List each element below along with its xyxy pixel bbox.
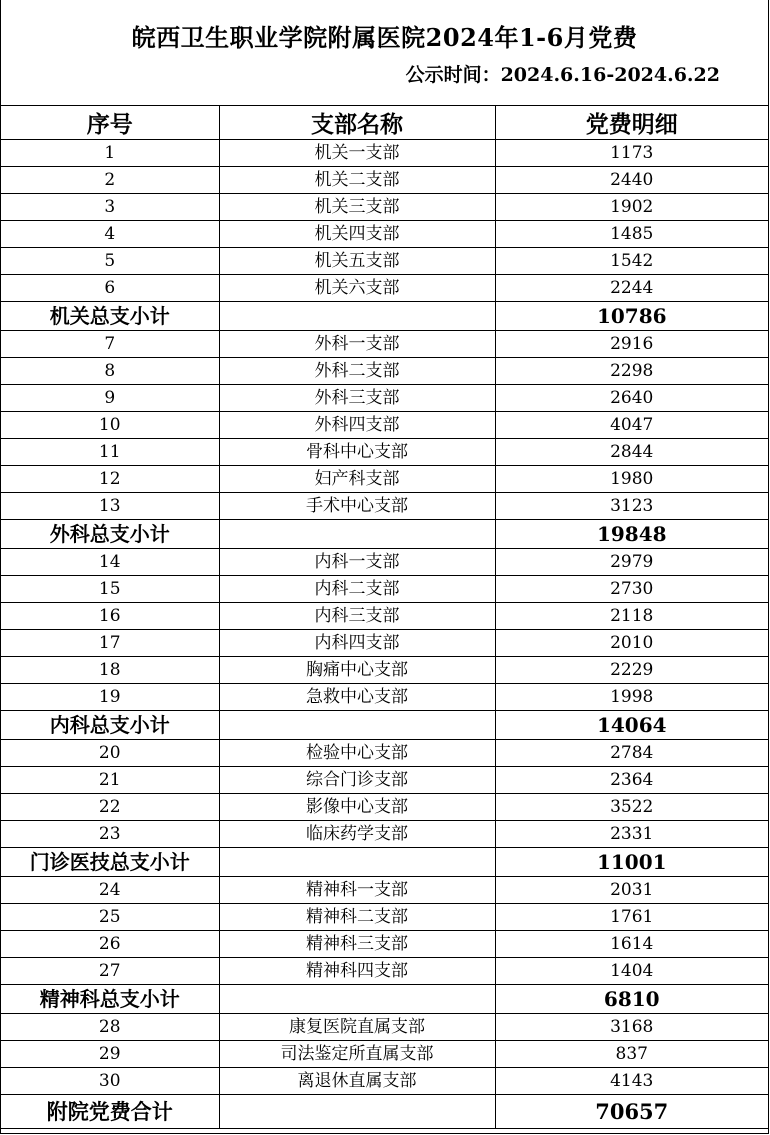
header [1,0,768,106]
cell-number: 2 [1,167,219,194]
cell-branch-name: 内科三支部 [219,603,495,630]
dues-table [1,106,768,1129]
table-row [1,412,768,439]
cell-amount: 3123 [495,493,768,520]
cell-amount: 1542 [495,248,768,275]
cell-amount: 1980 [495,466,768,493]
cell-amount: 1761 [495,904,768,931]
cell-number: 25 [1,904,219,931]
cell-amount: 70657 [495,1095,768,1129]
cell-amount: 2298 [495,358,768,385]
cell-number: 22 [1,794,219,821]
cell-amount: 2440 [495,167,768,194]
cell-number: 11 [1,439,219,466]
cell-number: 28 [1,1014,219,1041]
cell-amount: 10786 [495,302,768,331]
cell-branch-name: 骨科中心支部 [219,439,495,466]
table-row [1,549,768,576]
cell-amount: 19848 [495,520,768,549]
cell-branch-name: 司法鉴定所直属支部 [219,1041,495,1068]
cell-number: 18 [1,657,219,684]
subtotal-row [1,520,768,549]
table-row [1,821,768,848]
cell-number: 4 [1,221,219,248]
cell-number: 20 [1,740,219,767]
cell-amount: 2844 [495,439,768,466]
cell-number: 10 [1,412,219,439]
cell-number: 13 [1,493,219,520]
cell-branch-name: 机关三支部 [219,194,495,221]
cell-amount: 1485 [495,221,768,248]
cell-number: 内科总支小计 [1,711,219,740]
cell-amount: 6810 [495,985,768,1014]
cell-number: 机关总支小计 [1,302,219,331]
publication-period: 公示时间：2024.6.16-2024.6.22 [405,64,720,86]
cell-number: 精神科总支小计 [1,985,219,1014]
table-body [1,140,768,1129]
cell-branch-name: 离退休直属支部 [219,1068,495,1095]
table-row [1,630,768,657]
cell-branch-name [219,302,495,331]
cell-branch-name: 急救中心支部 [219,684,495,711]
table-row [1,358,768,385]
cell-amount: 2244 [495,275,768,302]
table-row [1,603,768,630]
cell-branch-name: 精神科一支部 [219,877,495,904]
subtotal-row [1,302,768,331]
table-row [1,767,768,794]
table-row [1,1041,768,1068]
column-header-number: 序号 [1,106,219,140]
cell-number: 29 [1,1041,219,1068]
column-header-amount: 党费明细 [495,106,768,140]
table-row [1,248,768,275]
table-row [1,221,768,248]
cell-number: 9 [1,385,219,412]
cell-branch-name: 外科一支部 [219,331,495,358]
table-row [1,740,768,767]
table-row [1,1014,768,1041]
cell-amount: 2031 [495,877,768,904]
cell-branch-name: 影像中心支部 [219,794,495,821]
cell-branch-name: 内科四支部 [219,630,495,657]
cell-amount: 11001 [495,848,768,877]
cell-number: 27 [1,958,219,985]
cell-branch-name: 胸痛中心支部 [219,657,495,684]
table-row [1,1068,768,1095]
cell-number: 附院党费合计 [1,1095,219,1129]
cell-amount: 2640 [495,385,768,412]
cell-number: 3 [1,194,219,221]
table-row [1,493,768,520]
cell-number: 1 [1,140,219,167]
cell-branch-name: 精神科二支部 [219,904,495,931]
subtotal-row [1,711,768,740]
cell-number: 外科总支小计 [1,520,219,549]
cell-amount: 14064 [495,711,768,740]
cell-branch-name: 临床药学支部 [219,821,495,848]
cell-branch-name: 手术中心支部 [219,493,495,520]
cell-amount: 4143 [495,1068,768,1095]
cell-number: 14 [1,549,219,576]
cell-number: 12 [1,466,219,493]
cell-branch-name: 机关四支部 [219,221,495,248]
cell-number: 23 [1,821,219,848]
table-row [1,794,768,821]
subtotal-row [1,848,768,877]
cell-number: 21 [1,767,219,794]
cell-branch-name: 机关二支部 [219,167,495,194]
cell-number: 6 [1,275,219,302]
cell-amount: 2118 [495,603,768,630]
table-row [1,194,768,221]
table-row [1,167,768,194]
table-row [1,385,768,412]
table-row [1,904,768,931]
cell-branch-name: 检验中心支部 [219,740,495,767]
cell-amount: 1998 [495,684,768,711]
cell-number: 17 [1,630,219,657]
page-title: 皖西卫生职业学院附属医院2024年1-6月党费 [131,23,638,52]
cell-amount: 1173 [495,140,768,167]
cell-branch-name: 康复医院直属支部 [219,1014,495,1041]
table-row [1,439,768,466]
cell-amount: 2229 [495,657,768,684]
cell-number: 5 [1,248,219,275]
cell-number: 26 [1,931,219,958]
cell-branch-name: 精神科三支部 [219,931,495,958]
cell-branch-name: 机关一支部 [219,140,495,167]
cell-branch-name [219,848,495,877]
cell-branch-name [219,985,495,1014]
cell-amount: 2331 [495,821,768,848]
cell-amount: 2010 [495,630,768,657]
table-row [1,140,768,167]
cell-amount: 1614 [495,931,768,958]
cell-branch-name: 综合门诊支部 [219,767,495,794]
cell-amount: 3168 [495,1014,768,1041]
cell-number: 8 [1,358,219,385]
table-row [1,877,768,904]
cell-branch-name: 精神科四支部 [219,958,495,985]
table-row [1,275,768,302]
cell-number: 15 [1,576,219,603]
cell-branch-name: 机关五支部 [219,248,495,275]
cell-number: 19 [1,684,219,711]
cell-branch-name: 外科四支部 [219,412,495,439]
cell-amount: 2784 [495,740,768,767]
cell-branch-name: 内科一支部 [219,549,495,576]
cell-amount: 4047 [495,412,768,439]
cell-branch-name: 机关六支部 [219,275,495,302]
cell-branch-name [219,520,495,549]
table-row [1,331,768,358]
cell-amount: 2916 [495,331,768,358]
cell-amount: 2979 [495,549,768,576]
table-row [1,466,768,493]
header-row [1,106,768,140]
cell-amount: 1404 [495,958,768,985]
cell-branch-name [219,711,495,740]
cell-amount: 837 [495,1041,768,1068]
cell-number: 24 [1,877,219,904]
cell-branch-name: 内科二支部 [219,576,495,603]
cell-amount: 2364 [495,767,768,794]
cell-amount: 1902 [495,194,768,221]
cell-number: 16 [1,603,219,630]
table-row [1,958,768,985]
table-row [1,931,768,958]
cell-branch-name: 外科二支部 [219,358,495,385]
cell-number: 门诊医技总支小计 [1,848,219,877]
cell-branch-name [219,1095,495,1129]
cell-amount: 2730 [495,576,768,603]
subtotal-row [1,985,768,1014]
table-row [1,657,768,684]
cell-number: 7 [1,331,219,358]
cell-number: 30 [1,1068,219,1095]
table-row [1,576,768,603]
table-row [1,684,768,711]
cell-branch-name: 外科三支部 [219,385,495,412]
cell-amount: 3522 [495,794,768,821]
column-header-branch: 支部名称 [219,106,495,140]
cell-branch-name: 妇产科支部 [219,466,495,493]
grand-total-row [1,1095,768,1129]
